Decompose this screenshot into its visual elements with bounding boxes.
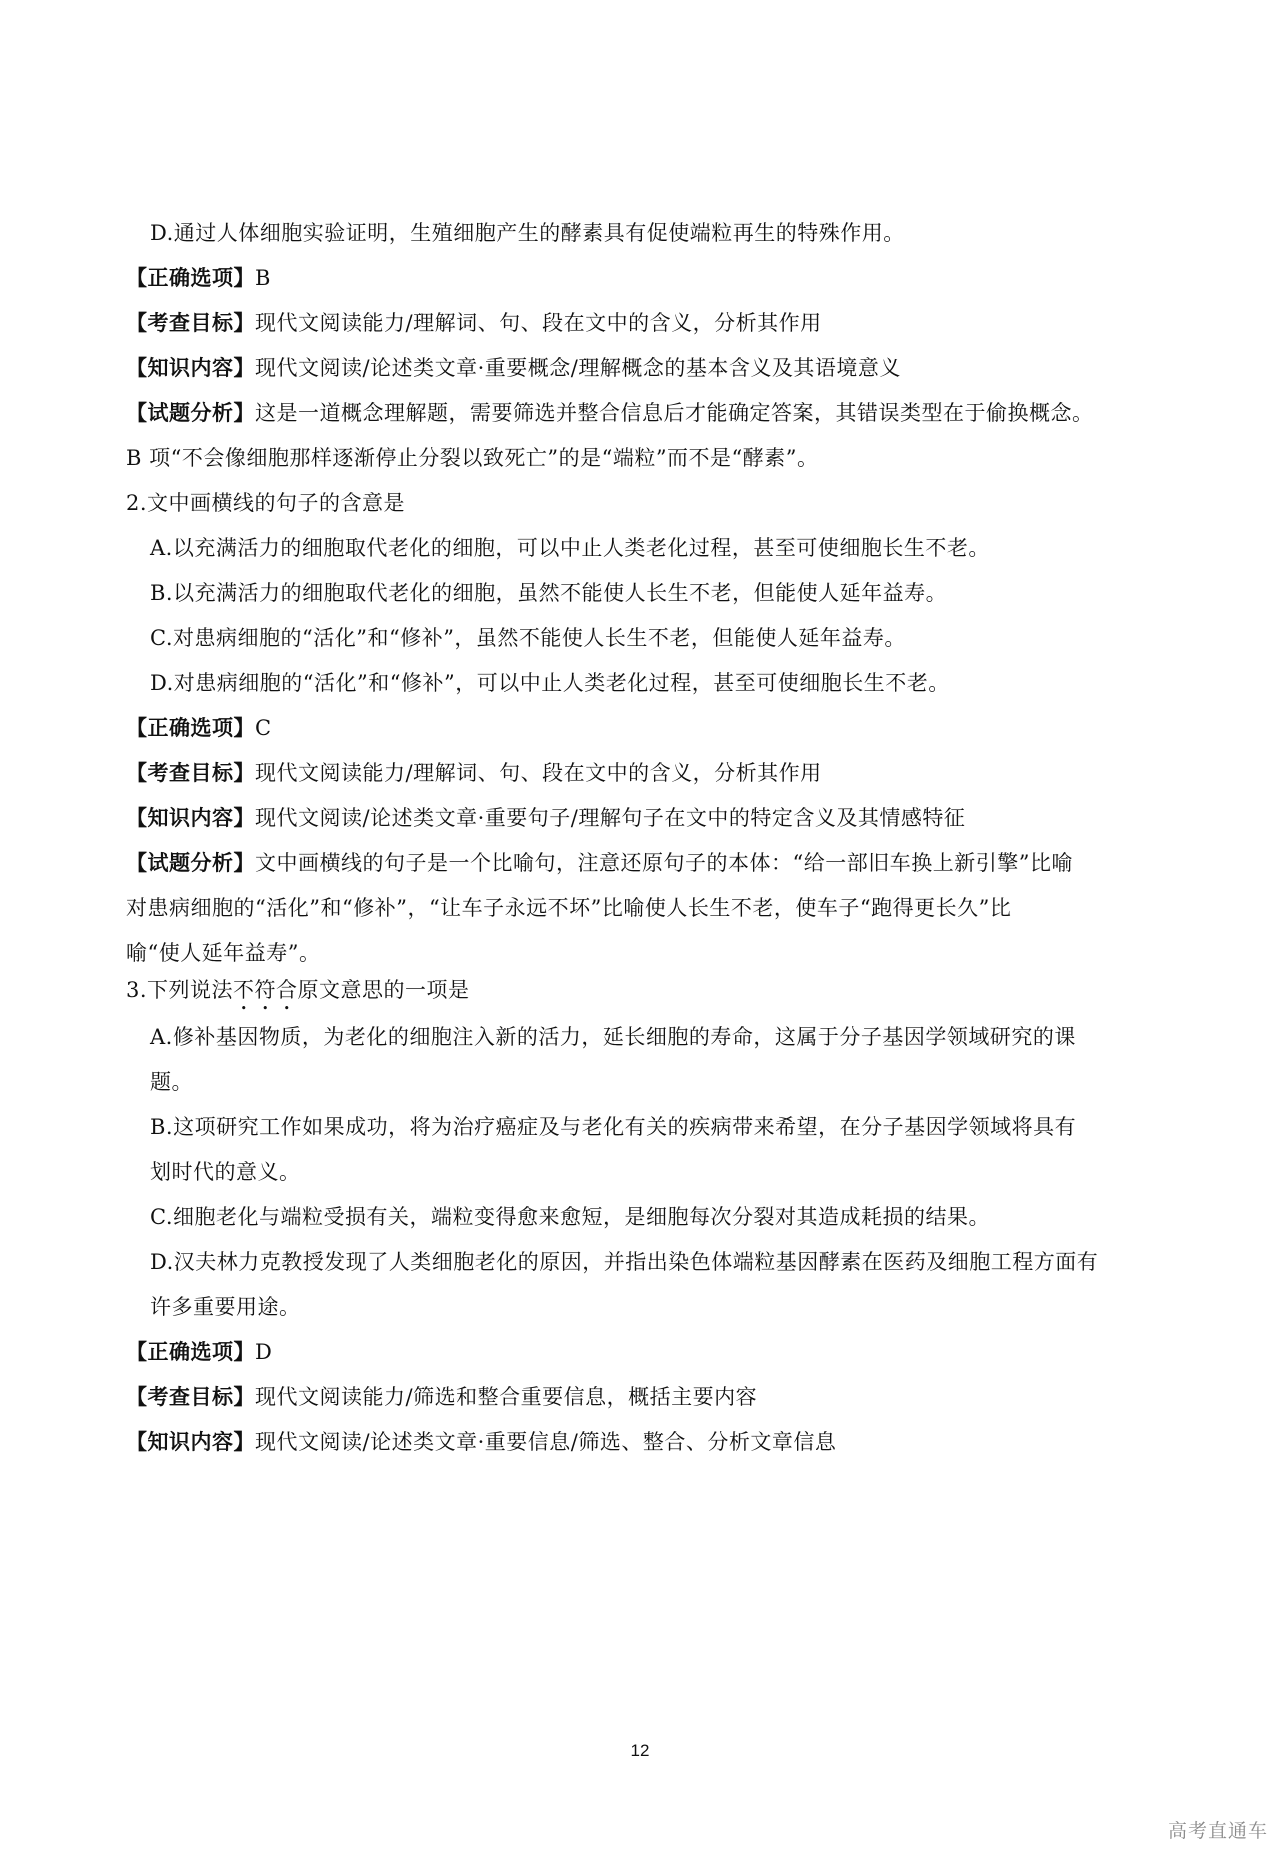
q2-option-c: C.对患病细胞的“活化”和“修补”，虽然不能使人长生不老，但能使人延年益寿。 — [150, 626, 906, 650]
q2-answer-value: C — [255, 716, 272, 740]
q3-goal — [126, 1382, 757, 1412]
q1-knowledge — [126, 353, 901, 383]
q3-knowledge-label: 【知识内容】 — [126, 1430, 255, 1454]
q2-goal-value: 现代文阅读能力/理解词、句、段在文中的含义，分析其作用 — [255, 761, 822, 785]
q2-option-d: D.对患病细胞的“活化”和“修补”，可以中止人类老化过程，甚至可使细胞长生不老。 — [150, 671, 950, 695]
q2-analysis-text: 文中画横线的句子是一个比喻句，注意还原句子的本体：“给一部旧车换上新引擎”比喻 — [255, 851, 1073, 875]
q2-analysis-continued: 喻“使人延年益寿”。 — [126, 941, 321, 965]
q3-option-c: C.细胞老化与端粒受损有关，端粒变得愈来愈短，是细胞每次分裂对其造成耗损的结果。 — [150, 1205, 990, 1229]
q3-question-emphasis: 不符合 — [233, 978, 298, 1002]
q1-goal-value: 现代文阅读能力/理解词、句、段在文中的含义，分析其作用 — [255, 311, 822, 335]
q3-goal-label: 【考查目标】 — [126, 1385, 255, 1409]
q3-option-b: B.这项研究工作如果成功，将为治疗癌症及与老化有关的疾病带来希望，在分子基因学领域将具有 — [150, 1115, 1077, 1139]
q3-question — [126, 975, 470, 1015]
q3-option-a: A.修补基因物质，为老化的细胞注入新的活力，延长细胞的寿命，这属于分子基因学领域研究的课 — [150, 1025, 1076, 1049]
q3-answer-label: 【正确选项】 — [126, 1340, 255, 1364]
q1-answer-value: B — [255, 266, 271, 290]
q3-option-b-continued: 划时代的意义。 — [150, 1160, 301, 1184]
q1-analysis-text: 这是一道概念理解题，需要筛选并整合信息后才能确定答案，其错误类型在于偷换概念。 — [255, 401, 1094, 425]
q1-analysis-label: 【试题分析】 — [126, 401, 255, 425]
q2-question: 2.文中画横线的句子的含意是 — [126, 491, 406, 515]
q3-answer-value: D — [255, 1340, 273, 1364]
q2-analysis — [126, 848, 1073, 878]
q1-knowledge-label: 【知识内容】 — [126, 356, 255, 380]
q3-option-d: D.汉夫林力克教授发现了人类细胞老化的原因，并指出染色体端粒基因酵素在医药及细胞工程方面有 — [150, 1250, 1099, 1274]
q1-knowledge-value: 现代文阅读/论述类文章·重要概念/理解概念的基本含义及其语境意义 — [255, 356, 901, 380]
page-number: 12 — [630, 1741, 650, 1760]
q3-answer — [126, 1337, 272, 1367]
q1-answer-label: 【正确选项】 — [126, 266, 255, 290]
q3-knowledge — [126, 1427, 836, 1457]
q3-option-a-continued: 题。 — [150, 1070, 193, 1094]
q2-goal — [126, 758, 822, 788]
q1-analysis-continued: B 项“不会像细胞那样逐渐停止分裂以致死亡”的是“端粒”而不是“酵素”。 — [126, 446, 819, 470]
q1-goal — [126, 308, 822, 338]
q2-answer-label: 【正确选项】 — [126, 716, 255, 740]
q2-option-b: B.以充满活力的细胞取代老化的细胞，虽然不能使人长生不老，但能使人延年益寿。 — [150, 581, 948, 605]
q1-option-d: D.通过人体细胞实验证明，生殖细胞产生的酵素具有促使端粒再生的特殊作用。 — [150, 221, 905, 245]
q3-question-suffix: 原文意思的一项是 — [297, 978, 470, 1002]
q2-option-a: A.以充满活力的细胞取代老化的细胞，可以中止人类老化过程，甚至可使细胞长生不老。 — [150, 536, 990, 560]
watermark-text: 高考直通车 — [1167, 1820, 1268, 1842]
q3-option-d-continued: 许多重要用途。 — [150, 1295, 301, 1319]
q2-analysis-continued: 对患病细胞的“活化”和“修补”，“让车子永远不坏”比喻使人长生不老，使车子“跑得更长久”比 — [126, 896, 1012, 920]
q2-answer — [126, 713, 272, 743]
q2-goal-label: 【考查目标】 — [126, 761, 255, 785]
q1-goal-label: 【考查目标】 — [126, 311, 255, 335]
q2-knowledge — [126, 803, 965, 833]
q3-question-prefix: 3.下列说法 — [126, 978, 234, 1002]
q2-knowledge-value: 现代文阅读/论述类文章·重要句子/理解句子在文中的特定含义及其情感特征 — [255, 806, 966, 830]
q3-goal-value: 现代文阅读能力/筛选和整合重要信息，概括主要内容 — [255, 1385, 758, 1409]
q3-knowledge-value: 现代文阅读/论述类文章·重要信息/筛选、整合、分析文章信息 — [255, 1430, 837, 1454]
q2-analysis-label: 【试题分析】 — [126, 851, 255, 875]
q1-answer — [126, 263, 271, 293]
q1-analysis — [126, 398, 1094, 428]
q2-knowledge-label: 【知识内容】 — [126, 806, 255, 830]
